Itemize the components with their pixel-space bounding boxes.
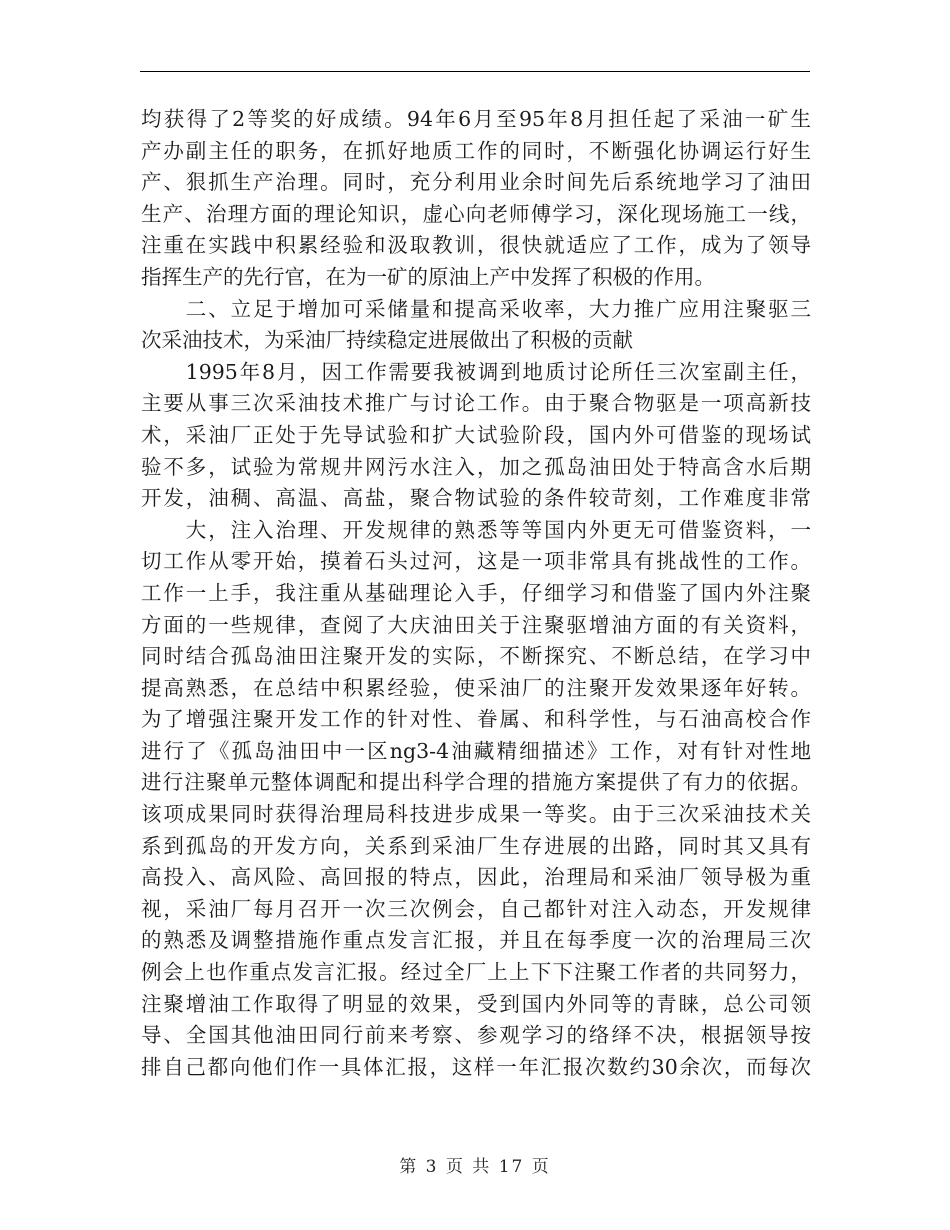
- body-line: 1995年8月，因工作需要我被调到地质讨论所任三次室副主任，: [141, 359, 811, 384]
- body-line: 同时结合孤岛油田注聚开发的实际，不断探究、不断总结，在学习中: [141, 644, 811, 669]
- body-line: 提高熟悉，在总结中积累经验，使采油厂的注聚开发效果逐年好转。: [141, 675, 811, 700]
- body-line: 例会上也作重点发言汇报。经过全厂上上下下注聚工作者的共同努力，: [141, 960, 811, 985]
- body-line: 系到孤岛的开发方向，关系到采油厂生存进展的出路，同时其又具有: [141, 833, 811, 858]
- body-line: 生产、治理方面的理论知识，虚心向老师傅学习，深化现场施工一线，: [141, 201, 811, 226]
- body-line: 指挥生产的先行官，在为一矿的原油上产中发挥了积极的作用。: [141, 264, 715, 289]
- document-body: [141, 104, 811, 1083]
- section-heading-line: 次采油技术，为采油厂持续稳定进展做出了积极的贡献: [141, 328, 633, 353]
- body-line: 验不多，试验为常规井网污水注入，加之孤岛油田处于特高含水后期: [141, 454, 811, 479]
- body-line: 主要从事三次采油技术推广与讨论工作。由于聚合物驱是一项高新技: [141, 391, 811, 416]
- body-line: 视，采油厂每月召开一次三次例会，自己都针对注入动态，开发规律: [141, 896, 811, 921]
- header-rule: [140, 71, 810, 72]
- section-heading-line: 二、立足于增加可采储量和提高采收率，大力推广应用注聚驱三: [141, 296, 811, 321]
- body-line: 注重在实践中积累经验和汲取教训，很快就适应了工作，成为了领导: [141, 233, 811, 258]
- body-line: 大，注入治理、开发规律的熟悉等等国内外更无可借鉴资料，一: [141, 517, 811, 542]
- body-line: 均获得了2等奖的好成绩。94年6月至95年8月担任起了采油一矿生: [141, 107, 811, 131]
- body-line: 产办副主任的职务，在抓好地质工作的同时，不断强化协调运行好生: [141, 138, 811, 163]
- body-line: 切工作从零开始，摸着石头过河，这是一项非常具有挑战性的工作。: [141, 549, 811, 574]
- body-line: 导、全国其他油田同行前来考察、参观学习的络绎不决，根据领导按: [141, 1023, 811, 1048]
- body-line: 产、狠抓生产治理。同时，充分利用业余时间先后系统地学习了油田: [141, 170, 811, 195]
- body-line: 进行了《孤岛油田中一区ng3-4油藏精细描述》工作，对有针对性地: [141, 738, 811, 763]
- body-line: 为了增强注聚开发工作的针对性、眷属、和科学性，与石油高校合作: [141, 707, 811, 732]
- body-line: 工作一上手，我注重从基础理论入手，仔细学习和借鉴了国内外注聚: [141, 580, 811, 605]
- page-number-footer: 第 3 页 共 17 页: [399, 1157, 551, 1177]
- body-line: 高投入、高风险、高回报的特点，因此，治理局和采油厂领导极为重: [141, 865, 811, 890]
- body-line: 方面的一些规律，查阅了大庆油田关于注聚驱增油方面的有关资料，: [141, 612, 811, 637]
- body-line: 排自己都向他们作一具体汇报，这样一年汇报次数约30余次，而每次: [141, 1054, 811, 1079]
- body-line: 的熟悉及调整措施作重点发言汇报，并且在每季度一次的治理局三次: [141, 928, 811, 953]
- body-line: 开发，油稠、高温、高盐，聚合物试验的条件较苛刻，工作难度非常: [141, 486, 811, 511]
- body-line: 该项成果同时获得治理局科技进步成果一等奖。由于三次采油技术关: [141, 802, 811, 827]
- body-line: 进行注聚单元整体调配和提出科学合理的措施方案提供了有力的依据。: [141, 770, 811, 795]
- body-line: 术，采油厂正处于先导试验和扩大试验阶段，国内外可借鉴的现场试: [141, 422, 811, 447]
- body-line: 注聚增油工作取得了明显的效果，受到国内外同等的青睐，总公司领: [141, 991, 811, 1016]
